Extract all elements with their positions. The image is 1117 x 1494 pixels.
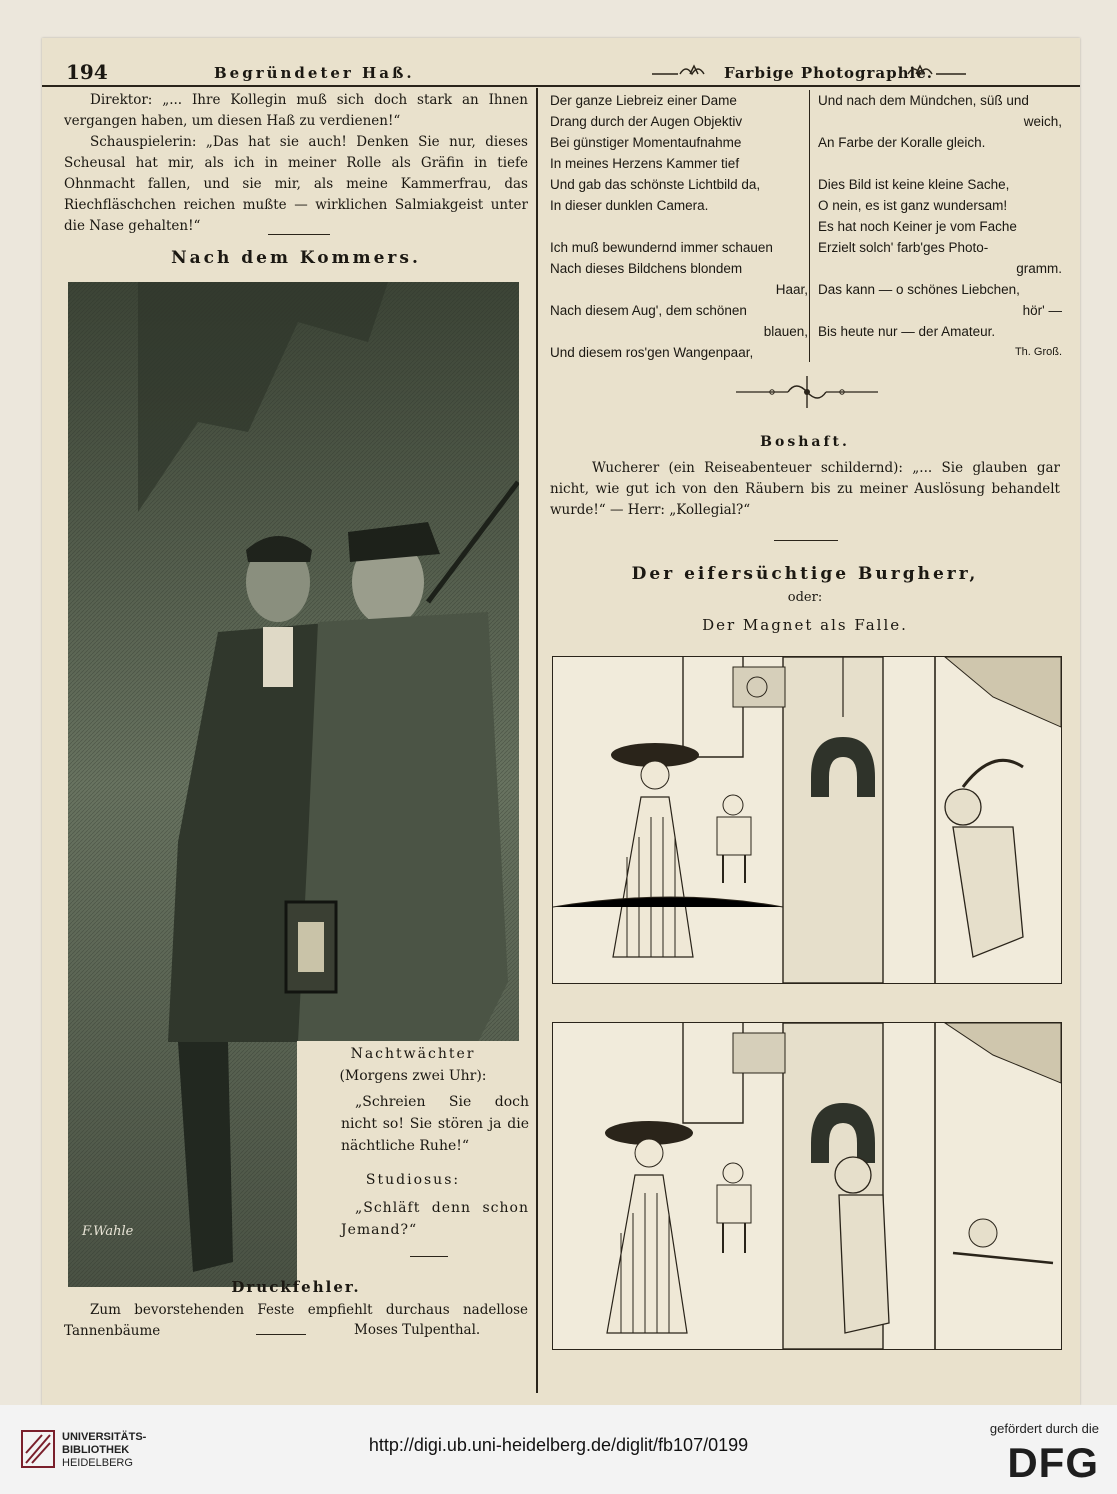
boshaft-title: Boshaft. [760,434,850,450]
poem-line: In dieser dunklen Camera. [550,198,709,213]
hass-paragraph-1: Direktor: „... Ihre Kollegin muß sich doch stark an Ihnen vergangen haben, um diesen Haß zu verdienen!“ [64,92,528,129]
library-name-line: UNIVERSITÄTS- [62,1431,147,1443]
poem-line: An Farbe der Koralle gleich. [818,135,986,150]
poem-line: Haar, [775,282,808,297]
newspaper-page [42,38,1080,1405]
poem-line: O nein, es ist ganz wundersam! [818,198,1008,213]
poem-line: Nach dieses Bildchens blondem [550,261,743,276]
poem-line: Bis heute nur — der Amateur. [818,324,996,339]
burgherr-oder: oder: [787,590,823,605]
poem-line: Drang durch der Augen Objektiv [550,114,743,129]
nachtwaechter-line: „Schreien Sie doch nicht so! Sie stören ja die nächtliche Ruhe!“ [341,1094,529,1154]
comic-drawing-1 [553,657,1061,983]
separator [410,1256,448,1257]
poem-column-left [550,90,808,363]
artist-signature: F.Wahle [82,1224,134,1239]
column-divider [536,88,538,1393]
ornament-divider-icon [732,372,882,412]
poem-column-right [818,90,1062,363]
burgherr-title: Der eifersüchtige Burgherr, [631,564,979,584]
poem-line: Das kann — o schönes Liebchen, [818,282,1020,297]
druckfehler-text: Zum bevorstehenden Feste empfiehlt durchaus nadellose Tannenbäume [64,1302,528,1339]
separator [268,234,330,235]
poem-line: Nach diesem Aug', dem schönen [550,303,747,318]
time-note: (Morgens zwei Uhr): [339,1068,487,1084]
header-rule [42,85,1080,87]
poem-line: Und gab das schönste Lichtbild da, [550,177,761,192]
separator [256,1334,306,1335]
funding-note: gefördert durch die [989,1421,1099,1436]
poem-line: Dies Bild ist keine kleine Sache, [818,177,1010,192]
poem-line: gramm. [1016,261,1062,276]
poem-line: Erzielt solch' farb'ges Photo- [818,240,989,255]
druckfehler-title: Druckfehler. [231,1278,361,1296]
poem-line: weich, [1023,114,1062,129]
poem-line: Und diesem ros'gen Wangenpaar, [550,345,754,360]
page-number: 194 [66,60,108,84]
dfg-logo: DFG [1007,1439,1099,1486]
burgherr-subtitle: Der Magnet als Falle. [702,616,908,634]
poem-line: Und nach dem Mündchen, süß und [818,93,1029,108]
poem-line: Ich muß bewundernd immer schauen [550,240,773,255]
speaker-studiosus: Studiosus: [365,1172,461,1188]
poem-divider [809,90,810,362]
studiosus-line: „Schläft denn schon Jemand?“ [341,1200,529,1238]
hass-paragraph-2: Schauspielerin: „Das hat sie auch! Denken Sie nur, dieses Scheusal hat mir, als ich in meiner Rolle als Gräfin in tiefe Ohnmacht fallen, und sie mir, als meine Kammerfrau, das Riechfläschchen reichen mußte — wirklichen Salmiakgeist unter die Nase gehalten!“ [64,134,528,234]
poem-line: In meines Herzens Kammer tief [550,156,740,171]
comic-panel-1 [552,656,1062,984]
section-title-photographie: Farbige Photographie. [724,64,933,82]
comic-panel-2 [552,1022,1062,1350]
footer-bar [0,1405,1117,1494]
ornament-right-icon [900,62,968,82]
kommers-title: Nach dem Kommers. [171,248,421,268]
library-name-line: HEIDELBERG [62,1457,133,1469]
separator [774,540,838,541]
poem-line: hör' — [1022,303,1062,318]
poem-line: Bei günstiger Momentaufnahme [550,135,742,150]
comic-drawing-2 [553,1023,1061,1349]
poem-line: blauen, [763,324,808,339]
caption-box [297,1041,529,1287]
source-url-link[interactable]: http://digi.ub.uni-heidelberg.de/diglit/fb107/0199 [368,1435,749,1455]
library-name-line: BIBLIOTHEK [62,1444,130,1456]
section-title-hass: Begründeter Haß. [214,64,415,82]
poem-author: Th. Groß. [1014,346,1062,358]
druckfehler-signature: Moses Tulpenthal. [354,1322,481,1338]
boshaft-text: Wucherer (ein Reiseabenteuer schildernd): „... Sie glauben gar nicht, wie gut ich von den Räubern bis zu meiner Auslösung behandelt wurde!“ — Herr: „Kollegial?“ [550,460,1060,518]
poem-line: Der ganze Liebreiz einer Dame [550,93,737,108]
poem-line: Es hat noch Keiner je vom Fache [818,219,1017,234]
speaker-nachtwaechter: Nachtwächter [350,1046,476,1062]
ornament-left-icon [650,62,718,82]
article-hass [64,90,528,237]
